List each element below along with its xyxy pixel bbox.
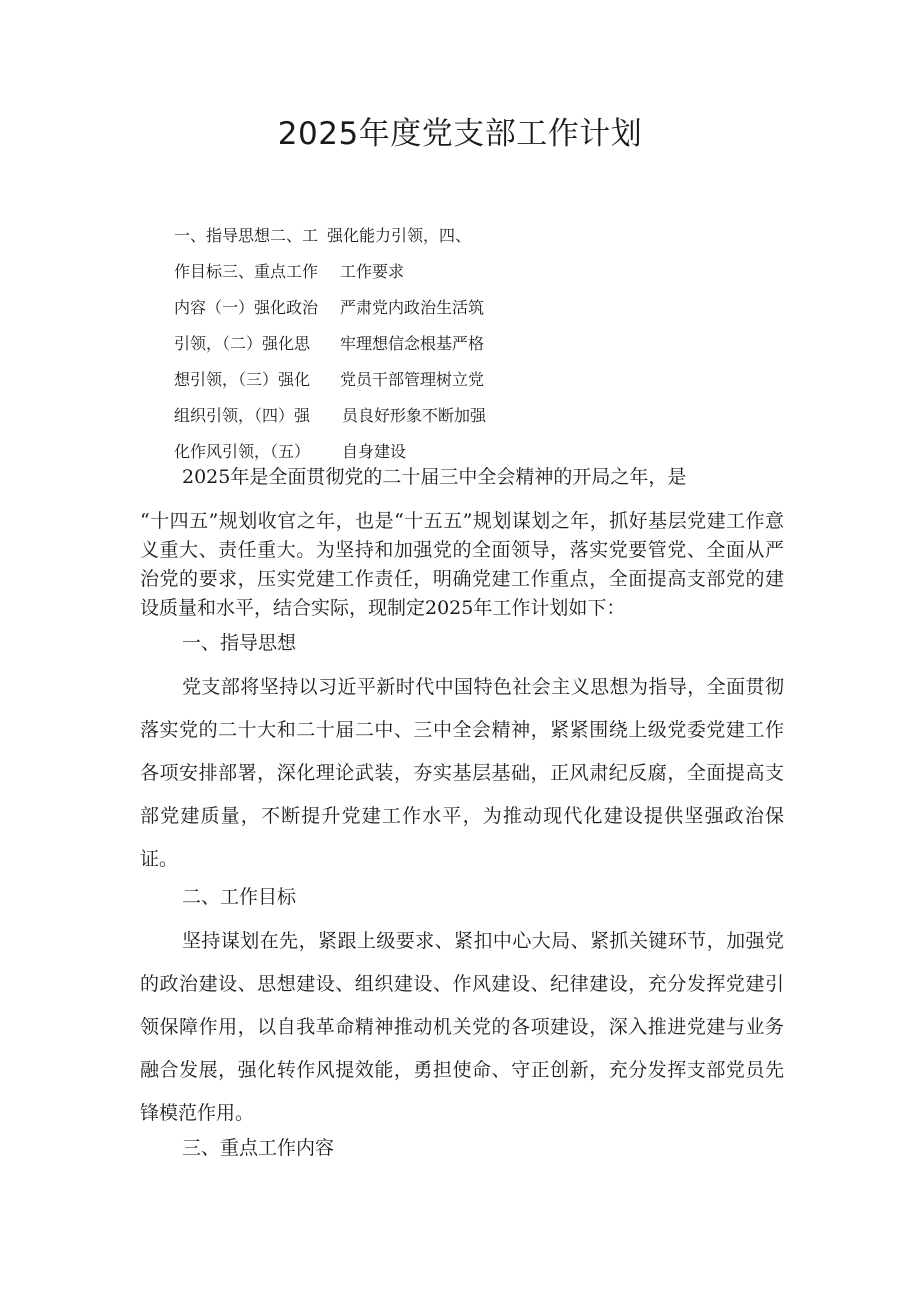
toc-right-text: 党员干部管理树立党 [340, 370, 485, 389]
section-heading-work-goals: 二、工作目标 [182, 886, 297, 908]
toc-left-text: 化作风引领，（五） [174, 442, 311, 461]
document-title: 2025年度党支部工作计划 [277, 116, 643, 152]
toc-left-text: 作目标三、重点工作 [174, 262, 319, 281]
toc-right-text: 工作要求 [340, 262, 405, 281]
toc-left-text: 一、指导思想二、工 [174, 226, 319, 245]
section-body-work-goals: 坚持谋划在先，紧跟上级要求、紧扣中心大局、紧抓关键环节，加强党的政治建设、思想建设、组织建设、作风建设、纪律建设，充分发挥党建引领保障作用，以自我革命精神推动机关党的各项建设，深入推进党建与业务融合发展，强化转作风提效能，勇担使命、守正创新，充分发挥支部党员先锋模范作用。 [140, 930, 784, 1124]
toc-right-text: 牢理想信念根基严格 [340, 334, 485, 353]
intro-paragraph: “十四五”规划收官之年，也是“十五五”规划谋划之年，抓好基层党建工作意义重大、责任重大。为坚持和加强党的全面领导，落实党要管党、全面从严治党的要求，压实党建工作责任，明确党建工作重点，全面提高支部党的建设质量和水平，结合实际，现制定2025年工作计划如下： [140, 510, 784, 619]
toc-left-text: 引领，（二）强化思 [174, 334, 311, 353]
section-heading-guiding-ideology: 一、指导思想 [182, 632, 297, 654]
toc-left-text: 组织引领，（四）强 [174, 406, 311, 425]
toc-right-text: 强化能力引领，四、 [327, 226, 472, 245]
intro-first-line: 2025年是全面贯彻党的二十届三中全会精神的开局之年，是 [182, 466, 687, 488]
toc-left-text: 内容（一）强化政治 [174, 298, 319, 317]
toc-right-text: 员良好形象不断加强 [342, 406, 487, 425]
section-heading-key-tasks: 三、重点工作内容 [182, 1137, 335, 1159]
section-body-guiding-ideology: 党支部将坚持以习近平新时代中国特色社会主义思想为指导，全面贯彻落实党的二十大和二十届二中、三中全会精神，紧紧围绕上级党委党建工作各项安排部署，深化理论武装，夯实基层基础，正风肃纪反腐，全面提高支部党建质量，不断提升党建工作水平，为推动现代化建设提供坚强政治保证。 [140, 676, 784, 870]
toc-left-text: 想引领，（三）强化 [174, 370, 311, 389]
toc-right-text: 严肃党内政治生活筑 [340, 298, 485, 317]
toc-right-text: 自身建设 [342, 442, 407, 461]
